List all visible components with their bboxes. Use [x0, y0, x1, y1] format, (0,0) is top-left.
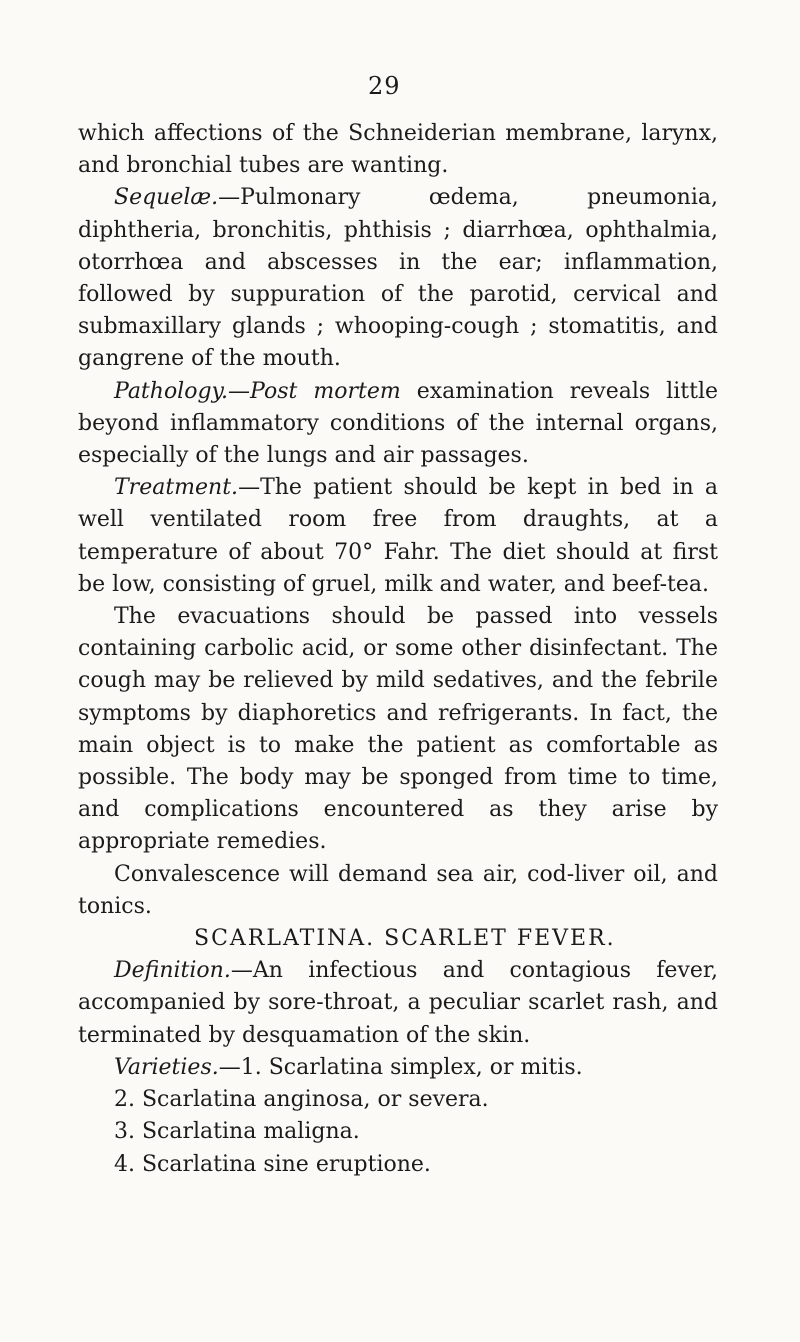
sequelae-label: Sequelæ. — [114, 185, 219, 211]
pathology-label: Pathology.—Post mortem — [114, 378, 401, 404]
paragraph-evacuations: The evacuations should be passed into vessels containing carbolic acid, or some other disinfectant. The cough may be relieved by mild sedatives, and the febrile symptoms by diaphoretics and refrigerants. In fact, the main object is to make the patient as comfortable as possible. The body may be sponged from time to time, and complications encountered as they arise by appropriate remedies. — [78, 604, 718, 855]
paragraph-convalescence: Convalescence will demand sea air, cod-liver oil, and tonics. — [78, 861, 718, 919]
page-text — [78, 118, 718, 1181]
sequelae-text: —Pulmonary œdema, pneumonia, diphtheria, bronchitis, phthisis ; diarrhœa, ophthalmia, otorrhœa and abscesses in the ear; inflammation, followed by suppuration of the parotid, cervical and submaxillary glands ; whooping-cough ; stomatitis, and gangrene of the mouth. — [78, 185, 718, 372]
paragraph-definition — [78, 955, 718, 1052]
variety-item — [78, 1052, 718, 1084]
page-number: 29 — [368, 72, 401, 100]
treatment-label: Treatment. — [114, 475, 239, 501]
treatment-text: —The patient should be kept in bed in a well ventilated room free from draughts, at a temperature of about 70° Fahr. The diet should at first be low, consisting of gruel, milk and water, and beef-tea. — [78, 475, 718, 597]
variety-item: 2. Scarlatina anginosa, or severa. — [114, 1087, 489, 1113]
varieties-label: Varieties. — [114, 1054, 219, 1080]
variety-text: —1. Scarlatina simplex, or mitis. — [218, 1054, 583, 1080]
variety-item: 4. Scarlatina sine eruptione. — [114, 1151, 431, 1177]
paragraph-sequelae — [78, 182, 718, 375]
paragraph-pathology — [78, 376, 718, 473]
paragraph-treatment — [78, 472, 718, 601]
definition-label: Definition. — [114, 958, 231, 984]
pathology-text: examination reveals little beyond inflammatory conditions of the internal organs, especially of the lungs and air passages. — [78, 378, 718, 469]
definition-text: —An infectious and contagious fever, accompanied by sore-throat, a peculiar scarlet rash, and terminated by desquamation of the skin. — [78, 958, 718, 1048]
paragraph-continuation: which affections of the Schneiderian membrane, larynx, and bronchial tubes are wanting. — [78, 121, 718, 179]
variety-item: 3. Scarlatina maligna. — [114, 1119, 360, 1145]
section-heading: SCARLATINA. SCARLET FEVER. — [194, 926, 616, 952]
